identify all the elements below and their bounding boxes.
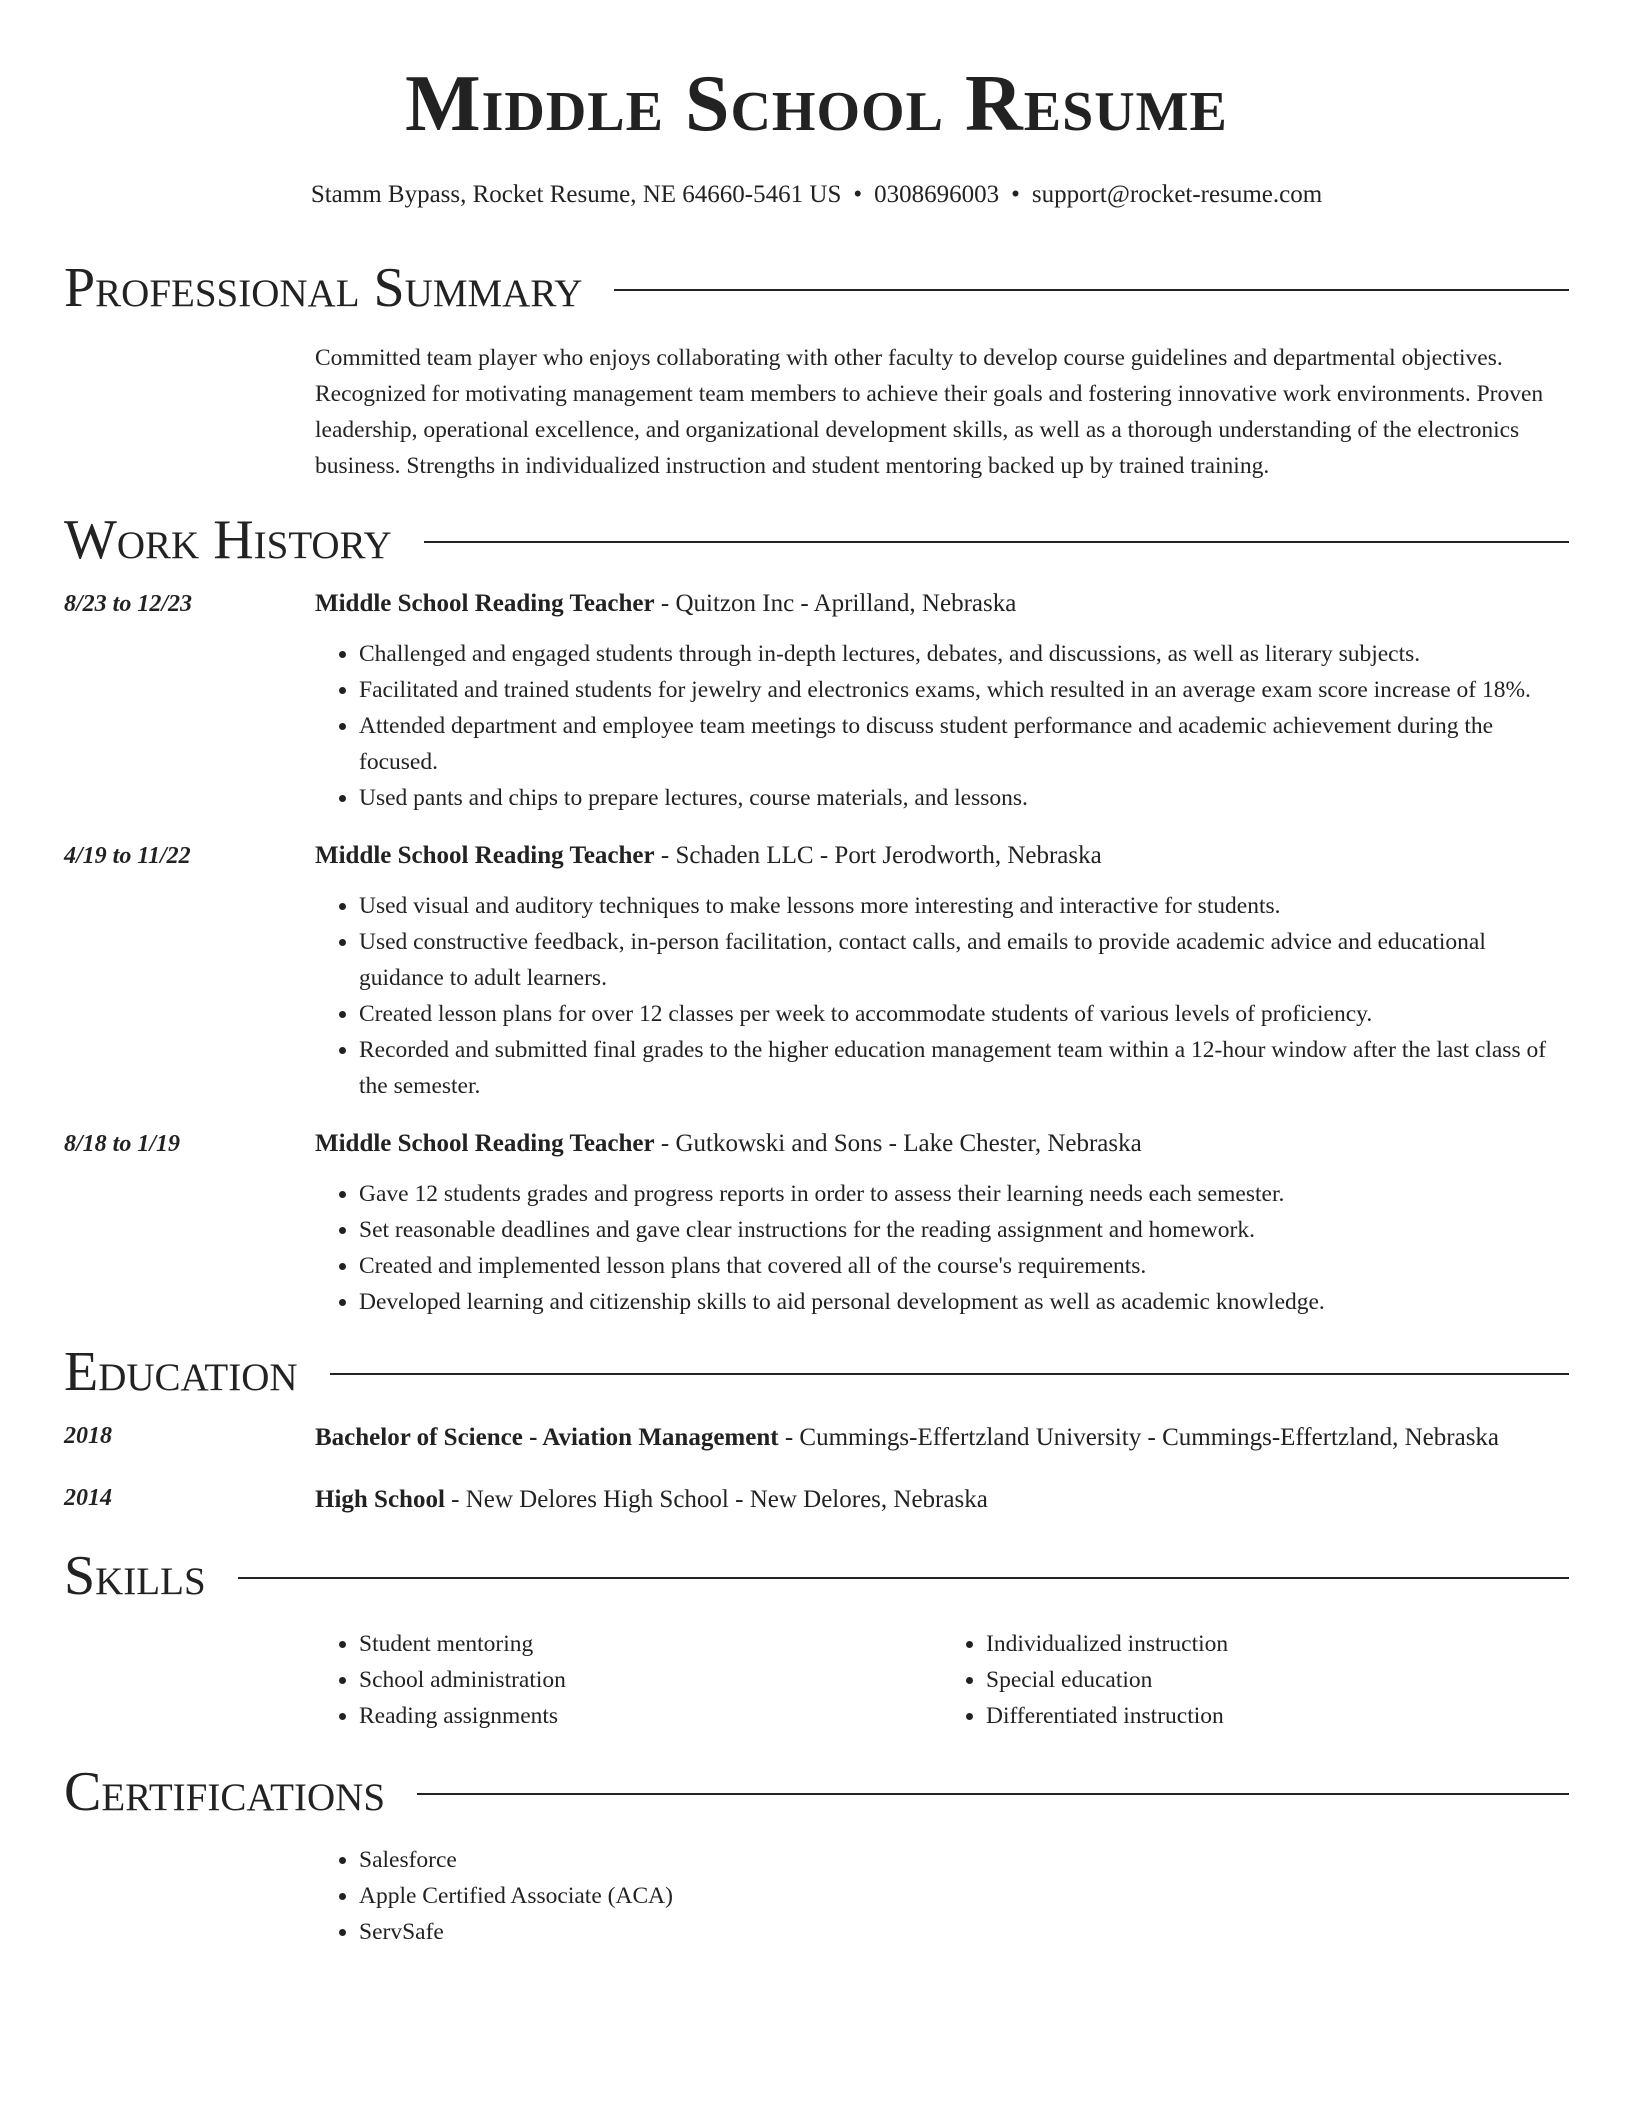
job-employer: - Quitzon Inc - Aprilland, Nebraska [654, 590, 1017, 617]
education-school: - Cummings-Effertzland University - Cummings-Effertzland, Nebraska [778, 1424, 1500, 1451]
list-item: • Set reasonable deadlines and gave clear instructions for the reading assignment and homework. [359, 1212, 1569, 1248]
section-divider [330, 1373, 1569, 1375]
job-heading [315, 586, 1569, 622]
list-item: • Created lesson plans for over 12 classes per week to accommodate students of various levels of proficiency. [359, 996, 1569, 1032]
education-entry [64, 1480, 1569, 1520]
list-item: • Differentiated instruction [986, 1698, 1569, 1734]
section-header-work-history [64, 508, 1569, 572]
job-bullets [315, 888, 1569, 1104]
job-employer: - Gutkowski and Sons - Lake Chester, Nebraska [654, 1130, 1142, 1157]
section-header-skills [64, 1544, 1569, 1608]
list-item: • Individualized instruction [986, 1626, 1569, 1662]
section-divider [238, 1577, 1569, 1579]
list-item: • Reading assignments [359, 1698, 942, 1734]
skills-column-right [942, 1626, 1569, 1734]
job-entry [64, 1126, 1569, 1320]
skills-column-left [315, 1626, 942, 1734]
list-item: • Used visual and auditory techniques to make lessons more interesting and interactive for students. [359, 888, 1569, 924]
list-item: • Created and implemented lesson plans that covered all of the course's requirements. [359, 1248, 1569, 1284]
section-title: Professional Summary [64, 257, 583, 319]
job-entry [64, 838, 1569, 1104]
education-heading [315, 1418, 1569, 1458]
job-title: Middle School Reading Teacher [315, 590, 655, 617]
education-degree: High School [315, 1486, 445, 1513]
job-dates: 4/19 to 11/22 [64, 843, 191, 869]
list-item: • Attended department and employee team meetings to discuss student performance and academic achievement during the focused. [359, 708, 1569, 780]
list-item: • Salesforce [359, 1842, 1569, 1878]
education-degree: Bachelor of Science - Aviation Management [315, 1424, 779, 1451]
summary-row [64, 340, 1569, 484]
job-bullets [315, 1176, 1569, 1320]
work-history-list [64, 586, 1569, 1320]
job-employer: - Schaden LLC - Port Jerodworth, Nebraska [654, 842, 1102, 869]
section-title: Education [64, 1341, 298, 1403]
section-header-education [64, 1340, 1569, 1404]
list-item: • Developed learning and citizenship skills to aid personal development as well as academic knowledge. [359, 1284, 1569, 1320]
list-item: • School administration [359, 1662, 942, 1698]
skills-row [64, 1608, 1569, 1734]
education-entry [64, 1418, 1569, 1458]
section-title: Skills [64, 1545, 206, 1607]
contact-email: support@rocket-resume.com [1031, 181, 1323, 208]
contact-separator: • [853, 181, 863, 208]
list-item: • Gave 12 students grades and progress reports in order to assess their learning needs each semester. [359, 1176, 1569, 1212]
summary-text: Committed team player who enjoys collaborating with other faculty to develop course guidelines and departmental objectives. Recognized for motivating management team members to achieve their goals and fostering innovative work environments. Proven leadership, operational excellence, and organizational development skills, as well as a thorough understanding of the electronics business. Strengths in individualized instruction and student mentoring backed up by trained training. [315, 345, 1544, 479]
list-item: • Special education [986, 1662, 1569, 1698]
contact-phone: 0308696003 [874, 181, 1000, 208]
list-item: • Facilitated and trained students for jewelry and electronics exams, which resulted in an average exam score increase of 18%. [359, 672, 1569, 708]
job-heading [315, 1126, 1569, 1162]
resume-name: Middle School Resume [405, 60, 1228, 148]
list-item: • Apple Certified Associate (ACA) [359, 1878, 1569, 1914]
section-divider [417, 1793, 1569, 1795]
list-item: • Recorded and submitted final grades to the higher education management team within a 12-hour window after the last class of the semester. [359, 1032, 1569, 1104]
education-heading [315, 1480, 1569, 1520]
section-divider [424, 541, 1569, 543]
job-bullets [315, 636, 1569, 816]
certifications-row [64, 1824, 1569, 1950]
education-school: - New Delores High School - New Delores, Nebraska [444, 1486, 988, 1513]
job-title: Middle School Reading Teacher [315, 1130, 655, 1157]
list-item: • ServSafe [359, 1914, 1569, 1950]
section-header-certifications [64, 1760, 1569, 1824]
contact-separator: • [1011, 181, 1020, 208]
skills-list [315, 1626, 1569, 1734]
certifications-list [315, 1842, 1569, 1950]
section-title: Work History [64, 509, 392, 571]
list-item: • Used pants and chips to prepare lectures, course materials, and lessons. [359, 780, 1569, 816]
education-year: 2014 [64, 1485, 112, 1511]
job-dates: 8/23 to 12/23 [64, 591, 193, 617]
education-list [64, 1418, 1569, 1520]
job-heading [315, 838, 1569, 874]
job-title: Middle School Reading Teacher [315, 842, 655, 869]
job-dates: 8/18 to 1/19 [64, 1131, 181, 1157]
list-item: • Challenged and engaged students through in-depth lectures, debates, and discussions, as well as literary subjects. [359, 636, 1569, 672]
list-item: • Used constructive feedback, in-person facilitation, contact calls, and emails to provide academic advice and educational guidance to adult learners. [359, 924, 1569, 996]
list-item: • Student mentoring [359, 1626, 942, 1662]
section-title: Certifications [64, 1761, 386, 1823]
education-year: 2018 [64, 1423, 112, 1449]
section-divider [614, 289, 1569, 291]
job-entry [64, 586, 1569, 816]
section-header-summary [64, 256, 1569, 320]
contact-address: Stamm Bypass, Rocket Resume, NE 64660-5461 US [310, 181, 842, 208]
contact-line [64, 180, 1569, 210]
